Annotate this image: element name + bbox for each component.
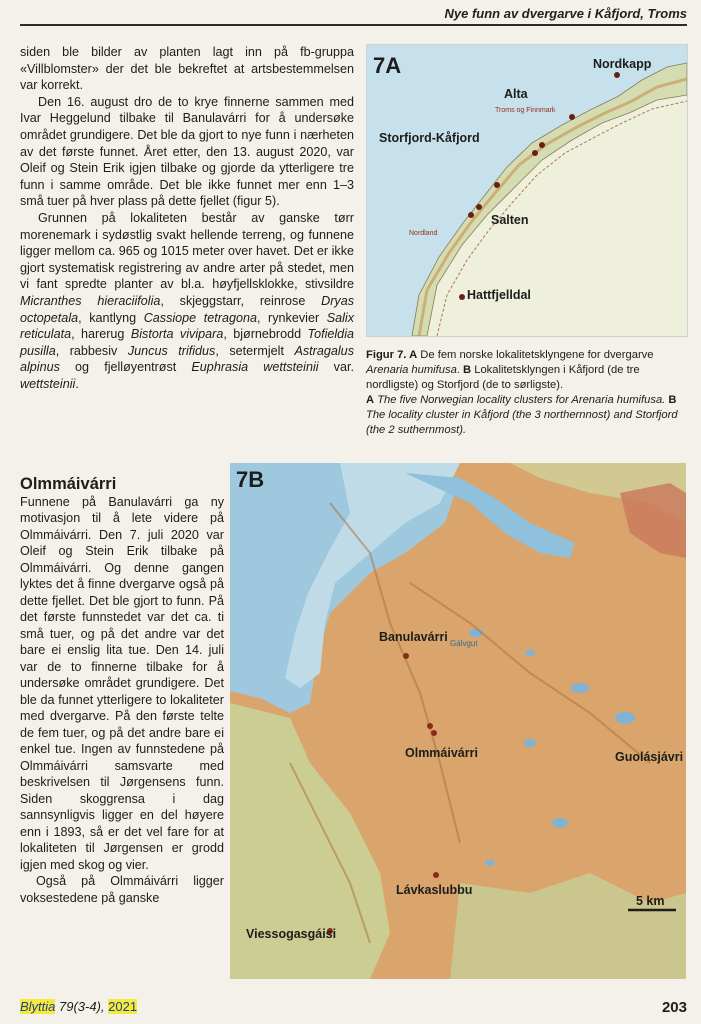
journal-volume: 79(3-4), <box>55 999 109 1014</box>
paragraph-3: Grunnen på lokaliteten består av ganske tørr morenemark i sydøstlig svakt hellende terreng, og funnene ligger mellom ca. 965 og 1015 meter over havet. Det er ikke gjort systematisk registrering av andre arter på stedet, men vi fant spredte planter av bl.a. høyfjellsklokke, stivsildre Micranthes hieraciifolia, skjeggstarr, reinrose Dryas octopetala, kantlyng Cassiope tetragona, rynkevier Salix reticulata, harerug Bistorta vivipara, bjørnebrodd Tofieldia pusilla, rabbesiv Juncus trifidus, setermjelt Astragalus alpinus og fjelløyentrøst Euphrasia wettsteinii var. wettsteinii. <box>20 210 355 391</box>
section-heading: Olmmáivárri <box>20 475 117 493</box>
paragraph-1: siden ble bilder av planten lagt inn på fb-gruppa «Villblomster» der det ble bekreftet at artsbestemmelsen var korrekt. <box>20 45 354 93</box>
section-olmmaivarri <box>20 476 224 906</box>
figure-7-caption <box>366 348 688 438</box>
label-olmmaivarri: Olmmáivárri <box>405 746 478 760</box>
page-footer <box>20 999 687 1014</box>
label-salten: Salten <box>491 213 529 227</box>
label-storfjord-kafjord: Storfjord-Kåfjord <box>379 131 480 145</box>
label-hattfjelldal: Hattfjelldal <box>467 288 531 302</box>
body-column-upper <box>20 44 354 392</box>
label-lavkaslubbu: Lávkaslubbu <box>396 883 473 897</box>
label-viessogasgaisi: Viessogasgáisi <box>246 927 337 941</box>
journal-year: 2021 <box>108 999 138 1014</box>
label-nordland: Nordland <box>409 230 438 237</box>
kafjord-topo-map-graphic <box>230 463 686 979</box>
header-rule <box>20 24 687 26</box>
caption-english: A The five Norwegian locality clusters for Arenaria humifusa. B The locality cluster in Kåfjord (the 3 northernnost) and Storfjord (the 2 suthernmost). <box>366 394 678 436</box>
label-nordkapp: Nordkapp <box>593 57 652 71</box>
label-banulavarri: Banulavárri <box>379 630 448 644</box>
scale-label: 5 km <box>636 894 665 908</box>
figure-7a-map <box>366 44 688 337</box>
page-number: 203 <box>661 999 687 1016</box>
running-header: Nye funn av dvergarve i Kåfjord, Troms <box>444 6 687 21</box>
paragraph-2: Den 16. august dro de to krye finnerne sammen med Ivar Heggelund tilbake til Banulavárri for å undersøke området grundigere. Det ble da gjort to nye funn i nærheten av det første funnet. Året etter, den 13. august 2020, var Oleif og Stein Erik igjen tilbake og gjorde da ytterligere tre funn i samme område. Det ble ikke funnet mer enn 1–3 små tuer på hver plass på dette fjellet (figur 5). <box>20 94 354 209</box>
section-paragraph-1: Funnene på Banulavárri ga ny motivasjon til å lete videre på Olmmáivárri. Den 7. juli 2020 var Oleif og Stein Erik tilbake på Olmmáivárri. Og denne gangen lyktes det å finne dvergarve også på dette fjellet. Det ble gjort to funn. På det første funnstedet var det ca. ti små tuer, og på det andre var det bare ei enslig lita tue. Den 14. juli var de to finnerne tilbake for å undersøke området grundigere. Det ble da funnet ytterligere to lokaliteter med dvergarve. På den første telte de fem tuer, og på det andre bare ei enkel tue. Ingen av funnstedene på Olmmáivárri samsvarte med beskrivelsen til Jørgensens funn. Siden skoggrensa i dag sannsynligvis ligger en del høyere enn i 1893, så er det vel fare for at lokaliteten til Jørgensen er grodd igjen med skog og vier. <box>20 494 224 872</box>
panel-label-7b: 7B <box>236 467 265 492</box>
label-lake-small: Gálvgut <box>450 639 478 648</box>
label-troms-finnmark: Troms og Finnmark <box>495 107 556 114</box>
caption-norwegian: Figur 7. A De fem norske lokalitetsklyngene for dvergarve Arenaria humifusa. B Lokalitetsklyngen i Kåfjord (de tre nordligste) og Storfjord (de to sørligste). <box>366 349 654 391</box>
label-alta: Alta <box>504 87 528 101</box>
journal-name: Blyttia <box>20 999 56 1014</box>
label-guolasjavri: Guolásjávri <box>615 750 684 764</box>
section-paragraph-2: Også på Olmmáivárri ligger voksestedene på ganske <box>20 874 224 905</box>
figure-7b-map <box>230 463 686 979</box>
panel-label-7a: 7A <box>373 53 402 78</box>
